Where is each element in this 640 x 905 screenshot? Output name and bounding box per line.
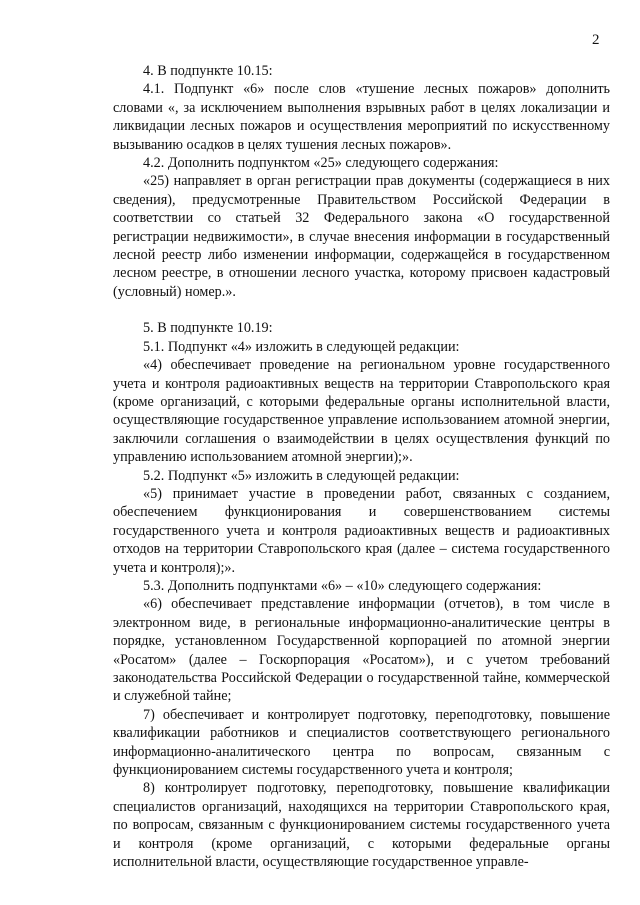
paragraph-subitem-25: «25) направляет в орган регистрации прав документы (содержащиеся в них сведения), предусмотренные Правительством Российской Федерации в соответствии со статьей 32 Федерального закона «О государственной регистрации недвижимости», в случае внесения информации в государственный лесной реестр либо изменении информации, содержащейся в государственном лесном реестре, в отношении лесного участка, которому присвоен кадастровый (условный) номер.». (113, 173, 610, 300)
page-number: 2 (592, 32, 600, 48)
section-heading-4: 4. В подпункте 10.15: (143, 63, 273, 79)
paragraph-4-2: 4.2. Дополнить подпунктом «25» следующего содержания: (143, 155, 499, 172)
paragraph-subitem-6: «6) обеспечивает представление информации (отчетов), в том числе в электронном виде, в региональные информационно-аналитические центры в порядке, установленном Государственной корпорацией по атомной энергии «Росатом» (далее – Госкорпорация «Росатом»), и с учетом требований законодательства Российской Федерации о государственной тайне, коммерческой и служебной тайне; (113, 596, 610, 705)
paragraph-subitem-7: 7) обеспечивает и контролирует подготовку, переподготовку, повышение квалификации работников и специалистов соответствующего регионального информационно-аналитического центра по вопросам, связанным с функционированием системы государственного учета и контроля; (113, 706, 610, 779)
paragraph-subitem-5: «5) принимает участие в проведении работ, связанных с созданием, обеспечением функционирования и совершенствованием системы государственного учета и контроля радиоактивных веществ и радиоактивных отходов на территории Ставропольского края (далее – система государственного учета и контроля);». (113, 485, 610, 576)
paragraph-5-2: 5.2. Подпункт «5» изложить в следующей редакции: (143, 467, 460, 484)
paragraph-5-1: 5.1. Подпункт «4» изложить в следующей редакции: (143, 338, 460, 355)
paragraph-5-3: 5.3. Дополнить подпунктами «6» – «10» следующего содержания: (143, 577, 542, 594)
paragraph-subitem-4: «4) обеспечивает проведение на региональном уровне государственного учета и контроля радиоактивных веществ на территории Ставропольского края (кроме организаций, с которыми федеральные органы исполнительной власти, осуществляющие государственное управление использованием атомной энергии, заключили соглашения о взаимодействии в целях осуществления функций по управлению использованием атомной энергии);». (113, 357, 610, 466)
section-heading-5: 5. В подпункте 10.19: (143, 320, 273, 337)
paragraph-subitem-8: 8) контролирует подготовку, переподготовку, повышение квалификации специалистов организаций, находящихся на территории Ставропольского края, по вопросам, связанным с функционированием системы государственного учета и контроля (кроме организаций, с которыми федеральные органы исполнительной власти, осуществляющие государственное управле- (113, 780, 610, 871)
paragraph-4-1: 4.1. Подпункт «6» после слов «тушение лесных пожаров» дополнить словами «, за исключением выполнения взрывных работ в целях локализации и ликвидации лесных пожаров и осуществления мероприятий по искусственному вызыванию осадков в целях тушения лесных пожаров». (113, 81, 610, 153)
document-body (113, 62, 610, 871)
